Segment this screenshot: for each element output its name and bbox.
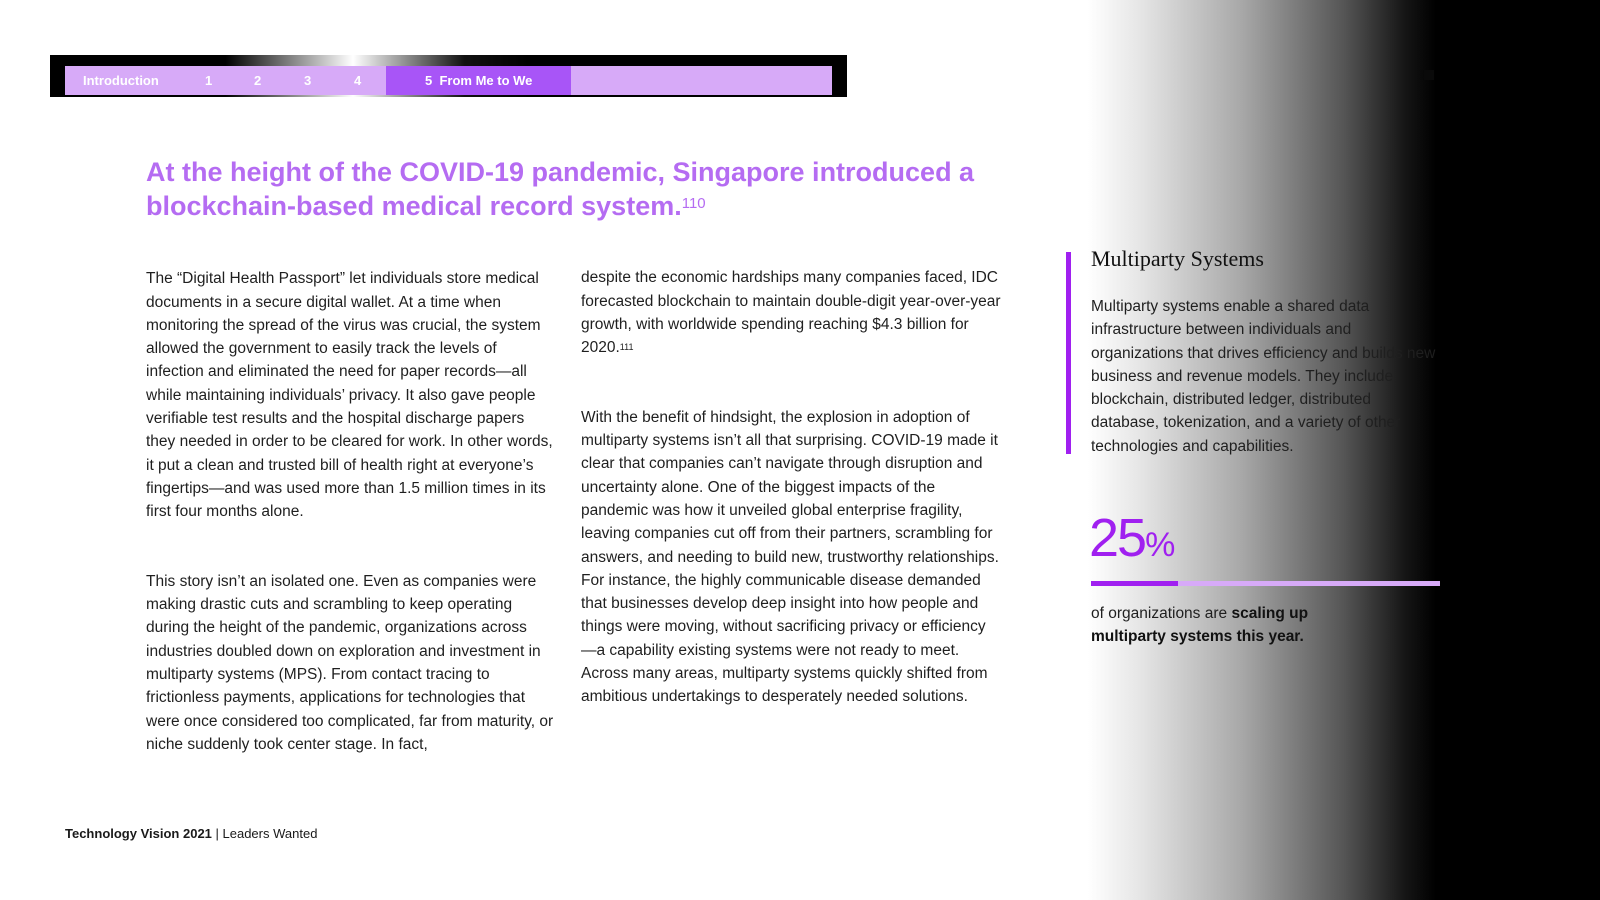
footer-separator: | — [211, 826, 223, 841]
footer-subtitle: Leaders Wanted — [222, 826, 318, 841]
headline-text: At the height of the COVID-19 pandemic, Singapore introduced a blockchain-based medical record system. — [146, 157, 975, 221]
stat-caption-prefix: of organizations are — [1091, 605, 1232, 622]
footer — [65, 826, 317, 841]
nav-item-5-active[interactable]: 5 From Me to We — [386, 66, 571, 95]
body-paragraph: With the benefit of hindsight, the explosion in adoption of multiparty systems isn’t all that surprising. COVID-19 made it clear that companies can’t navigate through disruption and uncertainty alone. One of the biggest impacts of the pandemic was how it unveiled global enterprise fragility, leaving companies cut off from their partners, scrambling for answers, and needing to build new, trustworthy relationships. For instance, the highly communicable disease demanded that businesses develop deep insight into how people and things were moving, without sacrificing privacy or efficiency—a capability existing systems were not ready to meet. Across many areas, multiparty systems quickly shifted from ambitious undertakings to desperately needed solutions. — [581, 408, 999, 706]
stat-caption-bold: scaling up multiparty systems this year. — [1091, 605, 1309, 646]
nav-item-3[interactable]: 3 — [304, 73, 312, 88]
stat-progress-bar — [1091, 581, 1440, 586]
body-footnote[interactable]: 111 — [619, 342, 634, 353]
stat-caption — [1091, 602, 1351, 649]
body-paragraph: The “Digital Health Passport” let individuals store medical documents in a secure digital wallet. At a time when monitoring the spread of the virus was crucial, the system allowed the government to easily track the levels of infection and eliminated the need for paper records—all while maintaining individuals’ privacy. It also gave people verifiable test results and the hospital discharge papers they needed in order to be cleared for work. In other words, it put a clean and trusted bill of health right at everyone’s fingertips—and was used more than 1.5 million times in its first four months alone. — [146, 270, 553, 521]
body-column-left — [146, 244, 556, 803]
stat-progress-fill — [1091, 581, 1178, 586]
stat-number — [1089, 508, 1175, 575]
nav-item-1[interactable]: 1 — [205, 73, 213, 88]
body-paragraph-text: despite the economic hardships many companies faced, IDC forecasted blockchain to maintain double-digit year-over-year growth, with worldwide spending reaching $4.3 billion for 2020. — [581, 269, 1001, 357]
sidebar-description: Multiparty systems enable a shared data infrastructure between individuals and organizations that drives efficiency and builds new business and revenue models. They include blockchain, distributed ledger, distributed database, tokenization, and a variety of other technologies and capabilities. — [1091, 298, 1436, 455]
nav-item-4[interactable]: 4 — [354, 73, 362, 88]
headline — [146, 155, 976, 223]
sidebar-title: Multiparty Systems — [1091, 246, 1264, 271]
headline-footnote[interactable]: 110 — [681, 195, 706, 212]
body-paragraph: This story isn’t an isolated one. Even as companies were making drastic cuts and scrambling to keep operating during the height of the pandemic, organizations across industries doubled down on exploration and investment in multiparty systems (MPS). From contact tracing to frictionless payments, applications for technologies that were once considered too complicated, far from maturity, or niche suddenly took center stage. In fact, — [146, 572, 554, 753]
nav-item-2[interactable]: 2 — [254, 73, 262, 88]
body-paragraph — [581, 266, 1001, 359]
body-column-right — [581, 243, 1001, 755]
nav-item-introduction[interactable]: Introduction — [83, 73, 159, 88]
section-nav — [65, 66, 832, 95]
stat-value: 25 — [1089, 508, 1146, 568]
footer-brand: Technology Vision 2021 — [65, 826, 212, 841]
page-marker-icon — [1424, 70, 1434, 80]
sidebar-accent-bar — [1066, 252, 1071, 454]
stat-unit: % — [1145, 526, 1176, 564]
